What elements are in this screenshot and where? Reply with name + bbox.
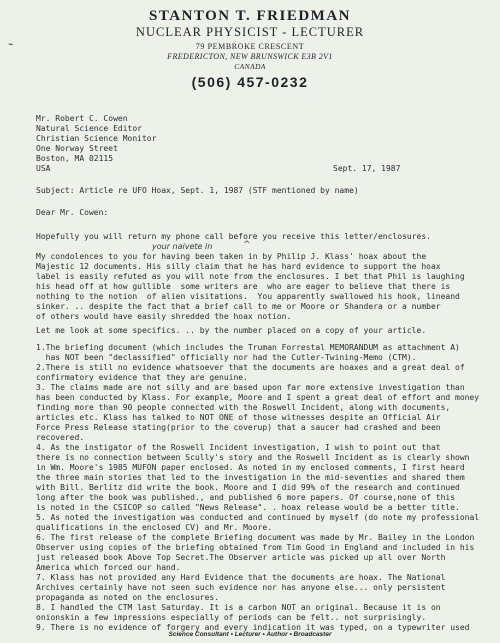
point-line: America which forced our hand. — [36, 563, 181, 572]
letterhead-footer: Science Consultant • Lecturer • Author • Broadcaster — [168, 631, 332, 638]
point-line: just released book Above Top Secret.The Observer article was picked up all over North — [36, 553, 446, 562]
point-line: 9. There is no evidence of forgery and every indication it was typed, on a typewriter used — [36, 623, 470, 632]
recipient-line: USA — [36, 164, 51, 173]
pencil-mark-icon: ⌁ — [8, 40, 14, 50]
letterhead-address-city: FREDERICTON, NEW BRUNSWICK E3B 2V1 — [167, 52, 333, 61]
salutation: Dear Mr. Cowen: — [36, 208, 109, 217]
point-line: has NOT been "declassified" officially nor had the Cutler-Twining-Memo (CTM). — [36, 353, 417, 362]
point-line: Archives certainly have not seen such evidence nor has anyone else... only persistent — [36, 583, 446, 592]
point-line: in Wm. Moore's 1985 MUFON paper enclosed. As noted in my enclosed comments, I first heard — [36, 463, 465, 472]
point-line: 4. As the instigator of the Roswell Incident investigation, I wish to point out that — [36, 443, 441, 452]
point-line: propaganda as noted on the enclosures. — [36, 593, 220, 602]
letterhead-phone: (506) 457-0232 — [191, 74, 309, 90]
point-line: 8. I handled the CTM last Saturday. It is a carbon NOT an original. Because it is on — [36, 603, 441, 612]
point-line: 5. As noted the investigation was conducted and continued by myself (do note my professional — [36, 513, 480, 522]
handwritten-insert: your naivete in — [152, 242, 213, 251]
point-line: with Bill. Berlitz did write the book. Moore and I did 99% of the research and continued — [36, 483, 460, 492]
point-line: 2.There is still no evidence whatsoever that the documents are hoaxes and a great deal of — [36, 363, 465, 372]
recipient-line: Mr. Robert C. Cowen — [36, 114, 128, 123]
body-line: nothing to the notion of alien visitations. You apparently swallowed his hook, lineand — [36, 292, 460, 301]
letterhead-address-street: 79 PEMBROKE CRESCENT — [195, 42, 305, 51]
caret-insert-mark-icon: ^ — [243, 240, 251, 250]
body-line: Majestic 12 documents. His silly claim that he has hard evidence to support the hoax — [36, 262, 441, 271]
point-line: qualifications in the enclosed CV) and Mr. Moore. — [36, 523, 273, 532]
intro-sentence: Hopefully you will return my phone call before you receive this letter/enclosures. — [36, 232, 431, 241]
body-line: of others would have easily shredded the hoax notion. — [36, 312, 292, 321]
body-line: label is easily refuted as you will note from the enclosures. I bet that Phil is laughing — [36, 272, 465, 281]
point-line: finding more than 90 people connected with the Roswell Incident, along with documents, — [36, 403, 451, 412]
point-line: onionskin a few impressions especially of periods can be felt.. not surprisingly. — [36, 613, 427, 622]
letterhead-name: STANTON T. FRIEDMAN — [149, 8, 351, 24]
point-line: long after the book was published., and published 6 more papers. Of course,none of this — [36, 493, 456, 502]
point-line: has been conducted by Klass. For example, Moore and I spent a great deal of effort and money — [36, 393, 480, 402]
point-line: is noted in the CSICOP so called "News Release". . hoax release would be a better title. — [36, 503, 460, 512]
point-line: 6. The first release of the complete Briefing document was made by Mr. Bailey in the London — [36, 533, 475, 542]
point-line: there is no connection between Scully's story and the Roswell Incident as is clearly shown — [36, 453, 470, 462]
point-line: articles etc. Klass has talked to NOT ONE of those witnesses despite an Official Air — [36, 413, 441, 422]
recipient-line: Natural Science Editor — [36, 124, 142, 133]
body-line: sinker. .. despite the fact that a brief call to me or Moore or Shandera or a number — [36, 302, 441, 311]
point-line: the three main stories that led to the investigation in the mid-seventies and shared them — [36, 473, 465, 482]
body-line: his head off at how gullible some writers are who are eager to believe that there is — [36, 282, 451, 291]
point-line: 7. Klass has not provided any Hard Evidence that the documents are hoax. The National — [36, 573, 446, 582]
point-line: recovered. — [36, 433, 85, 442]
letter-date: Sept. 17, 1987 — [333, 164, 401, 173]
recipient-line: One Norway Street — [36, 144, 118, 153]
letterhead-title: NUCLEAR PHYSICIST - LECTURER — [135, 25, 365, 39]
point-line: Observer using copies of the briefing obtained from Tim Good in England and included in his — [36, 543, 475, 552]
point-line: 3. The claims made are not silly and are based upon far more extensive investigation than — [36, 383, 465, 392]
letterhead-address-country: CANADA — [234, 62, 266, 71]
recipient-line: Boston, MA 02115 — [36, 154, 114, 163]
point-line: Force Press Release stating(prior to the coverup) that a saucer had crashed and been — [36, 423, 441, 432]
point-line: 1.The briefing document (which includes the Truman Forrestal MEMORANDUM as attachment A) — [36, 343, 460, 352]
subject-line: Subject: Article re UFO Hoax, Sept. 1, 1987 (STF mentioned by name) — [36, 186, 359, 195]
body-line: My condolences to you for having been taken in by Philip J. Klass' hoax about the — [36, 252, 427, 261]
recipient-line: Christian Science Monitor — [36, 134, 157, 143]
transition-line: Let me look at some specifics. .. by the number placed on a copy of your article. — [36, 326, 427, 335]
point-line: confirmatory evidence that they are genuine. — [36, 373, 248, 382]
